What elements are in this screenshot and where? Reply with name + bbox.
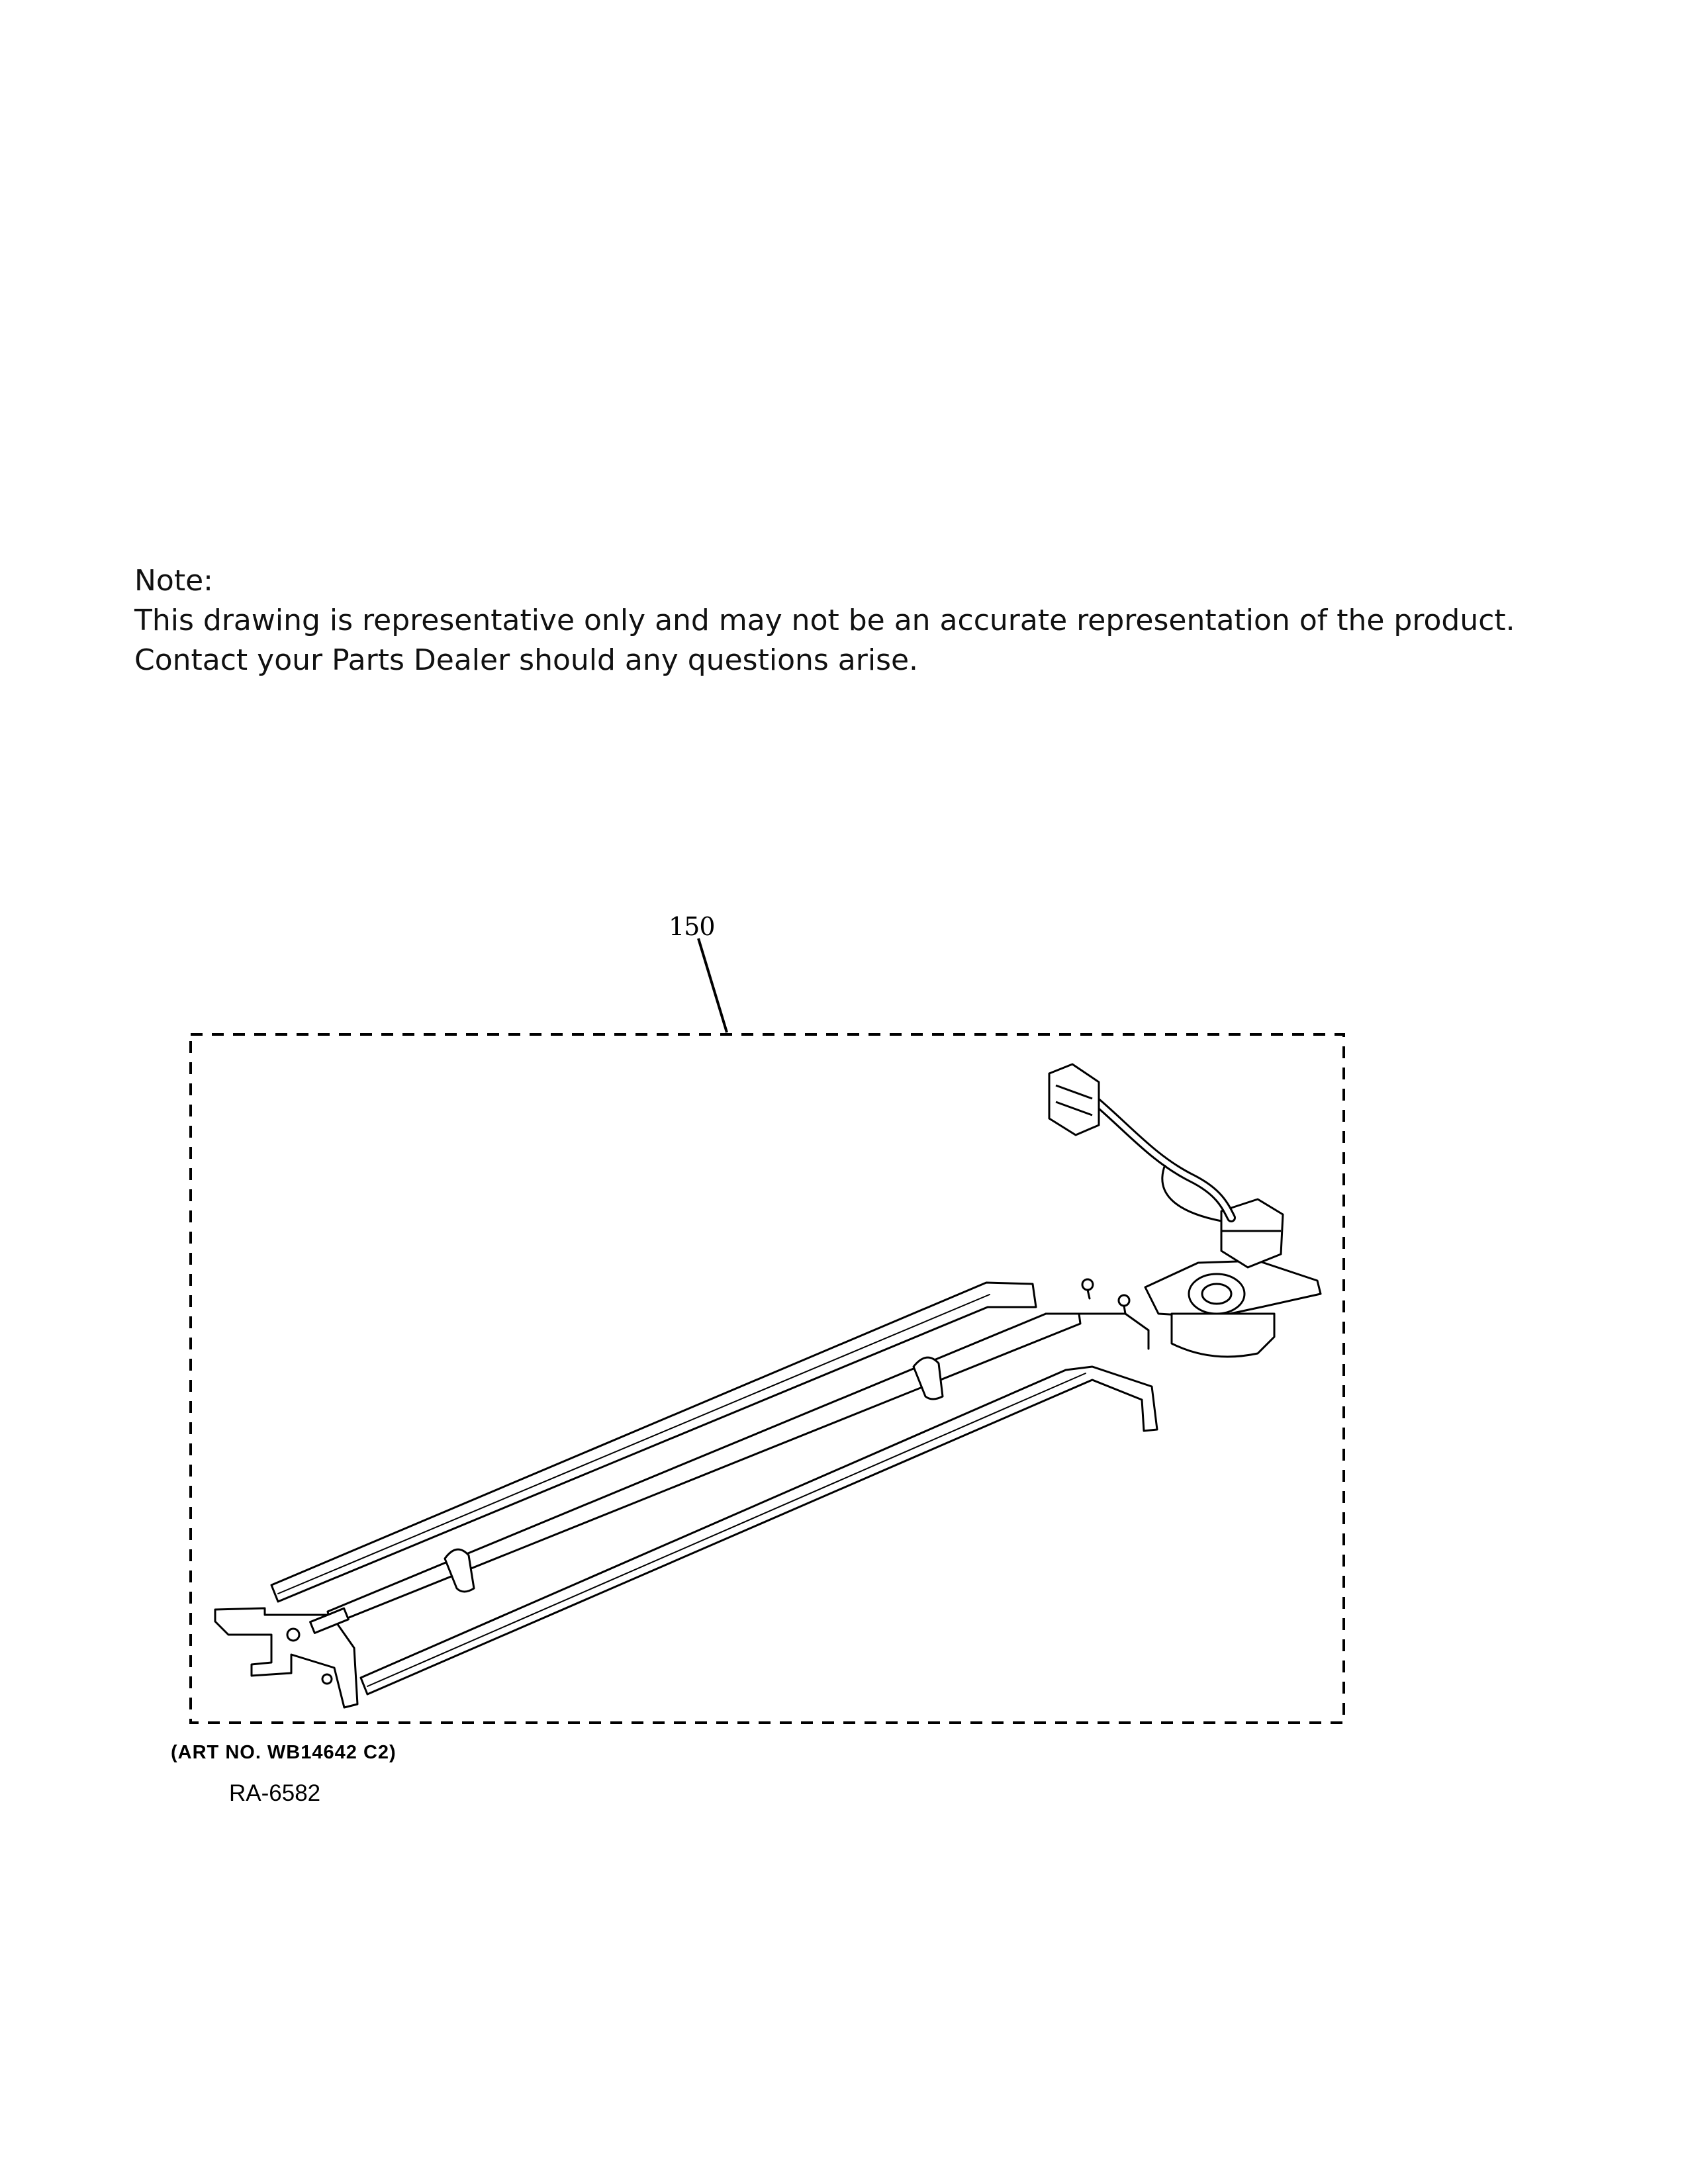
rail-assembly	[215, 1279, 1157, 1707]
motor-body	[1172, 1314, 1274, 1357]
note-heading: Note:	[134, 564, 213, 598]
callout-leader-line	[698, 938, 727, 1032]
clip-lower	[445, 1549, 474, 1592]
screw-1	[1082, 1279, 1093, 1298]
callout-number: 150	[669, 912, 715, 941]
clip-upper	[914, 1357, 943, 1399]
connector	[1049, 1064, 1099, 1135]
note-line-2: Contact your Parts Dealer should any questions arise.	[134, 643, 919, 677]
art-number: (ART NO. WB14642 C2)	[171, 1742, 397, 1763]
screw-2	[1119, 1295, 1129, 1314]
reference-code: RA-6582	[229, 1780, 321, 1806]
rod	[328, 1314, 1080, 1625]
lower-rail	[361, 1367, 1157, 1694]
note-line-1: This drawing is representative only and may not be an accurate representation of the product.	[134, 604, 1515, 637]
